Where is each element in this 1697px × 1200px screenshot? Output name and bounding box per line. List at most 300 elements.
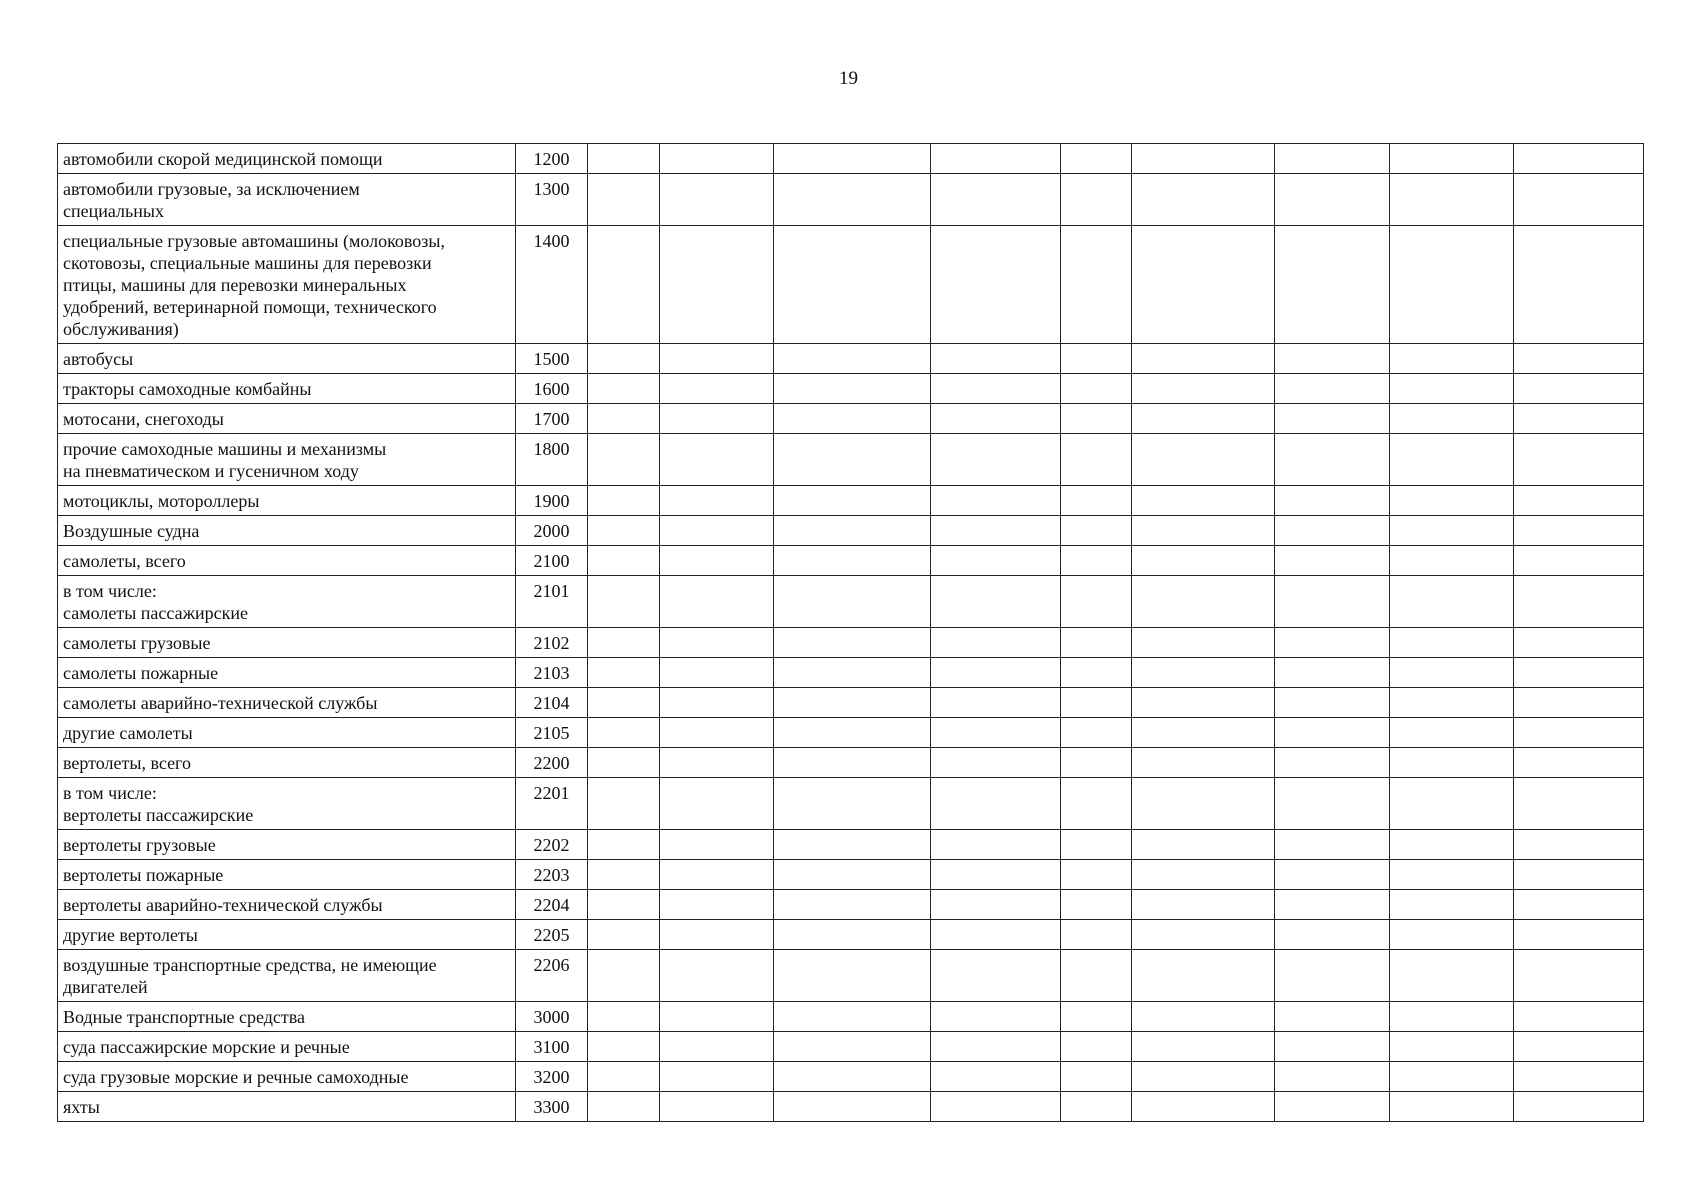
empty-value-cell bbox=[588, 1062, 660, 1092]
empty-value-cell bbox=[774, 374, 931, 404]
table-row bbox=[58, 226, 1644, 344]
empty-value-cell bbox=[588, 890, 660, 920]
empty-value-cell bbox=[931, 890, 1061, 920]
empty-value-cell bbox=[1390, 778, 1514, 830]
empty-value-cell bbox=[660, 890, 774, 920]
empty-value-cell bbox=[588, 1032, 660, 1062]
row-code-cell: 1500 bbox=[516, 344, 588, 374]
empty-value-cell bbox=[1390, 174, 1514, 226]
row-code-cell: 1800 bbox=[516, 434, 588, 486]
empty-value-cell bbox=[774, 174, 931, 226]
table-row bbox=[58, 718, 1644, 748]
row-name-cell: автомобили скорой медицинской помощи bbox=[58, 144, 516, 174]
empty-value-cell bbox=[931, 688, 1061, 718]
empty-value-cell bbox=[660, 950, 774, 1002]
empty-value-cell bbox=[931, 830, 1061, 860]
empty-value-cell bbox=[1390, 1092, 1514, 1122]
empty-value-cell bbox=[931, 950, 1061, 1002]
empty-value-cell bbox=[774, 144, 931, 174]
table-row bbox=[58, 778, 1644, 830]
empty-value-cell bbox=[774, 628, 931, 658]
empty-value-cell bbox=[588, 950, 660, 1002]
row-code-cell: 3300 bbox=[516, 1092, 588, 1122]
empty-value-cell bbox=[931, 546, 1061, 576]
empty-value-cell bbox=[1514, 434, 1644, 486]
empty-value-cell bbox=[660, 576, 774, 628]
empty-value-cell bbox=[660, 1002, 774, 1032]
empty-value-cell bbox=[660, 658, 774, 688]
table-row bbox=[58, 1002, 1644, 1032]
row-name-cell: Воздушные судна bbox=[58, 516, 516, 546]
empty-value-cell bbox=[1514, 778, 1644, 830]
row-code-cell: 2103 bbox=[516, 658, 588, 688]
table-row bbox=[58, 516, 1644, 546]
empty-value-cell bbox=[1132, 516, 1275, 546]
empty-value-cell bbox=[1514, 830, 1644, 860]
empty-value-cell bbox=[1061, 718, 1132, 748]
empty-value-cell bbox=[1514, 144, 1644, 174]
empty-value-cell bbox=[588, 374, 660, 404]
empty-value-cell bbox=[1514, 404, 1644, 434]
empty-value-cell bbox=[588, 920, 660, 950]
empty-value-cell bbox=[1390, 1032, 1514, 1062]
table-row bbox=[58, 950, 1644, 1002]
empty-value-cell bbox=[931, 748, 1061, 778]
row-name-cell: самолеты пожарные bbox=[58, 658, 516, 688]
row-name-cell: в том числе: вертолеты пассажирские bbox=[58, 778, 516, 830]
row-name-cell: прочие самоходные машины и механизмы на пневматическом и гусеничном ходу bbox=[58, 434, 516, 486]
empty-value-cell bbox=[1390, 516, 1514, 546]
empty-value-cell bbox=[588, 546, 660, 576]
empty-value-cell bbox=[931, 226, 1061, 344]
table-body bbox=[58, 144, 1644, 1122]
empty-value-cell bbox=[1061, 1032, 1132, 1062]
empty-value-cell bbox=[588, 778, 660, 830]
empty-value-cell bbox=[774, 576, 931, 628]
row-name-cell: самолеты аварийно-технической службы bbox=[58, 688, 516, 718]
empty-value-cell bbox=[660, 860, 774, 890]
empty-value-cell bbox=[660, 486, 774, 516]
empty-value-cell bbox=[931, 778, 1061, 830]
empty-value-cell bbox=[1275, 830, 1390, 860]
empty-value-cell bbox=[774, 1062, 931, 1092]
row-code-cell: 1300 bbox=[516, 174, 588, 226]
empty-value-cell bbox=[660, 546, 774, 576]
empty-value-cell bbox=[1061, 434, 1132, 486]
empty-value-cell bbox=[774, 404, 931, 434]
empty-value-cell bbox=[1390, 950, 1514, 1002]
empty-value-cell bbox=[1275, 688, 1390, 718]
row-code-cell: 2200 bbox=[516, 748, 588, 778]
empty-value-cell bbox=[1514, 920, 1644, 950]
empty-value-cell bbox=[1390, 628, 1514, 658]
empty-value-cell bbox=[1132, 860, 1275, 890]
empty-value-cell bbox=[1061, 658, 1132, 688]
empty-value-cell bbox=[1275, 658, 1390, 688]
empty-value-cell bbox=[1061, 486, 1132, 516]
table-row bbox=[58, 404, 1644, 434]
empty-value-cell bbox=[588, 688, 660, 718]
empty-value-cell bbox=[1132, 374, 1275, 404]
table-row bbox=[58, 748, 1644, 778]
empty-value-cell bbox=[774, 748, 931, 778]
empty-value-cell bbox=[1061, 1092, 1132, 1122]
empty-value-cell bbox=[774, 226, 931, 344]
empty-value-cell bbox=[774, 778, 931, 830]
empty-value-cell bbox=[1390, 434, 1514, 486]
empty-value-cell bbox=[1061, 374, 1132, 404]
table-row bbox=[58, 546, 1644, 576]
empty-value-cell bbox=[1061, 1002, 1132, 1032]
empty-value-cell bbox=[931, 404, 1061, 434]
empty-value-cell bbox=[588, 860, 660, 890]
table-row bbox=[58, 374, 1644, 404]
empty-value-cell bbox=[660, 174, 774, 226]
empty-value-cell bbox=[774, 1002, 931, 1032]
empty-value-cell bbox=[588, 344, 660, 374]
empty-value-cell bbox=[1132, 1062, 1275, 1092]
empty-value-cell bbox=[774, 688, 931, 718]
row-name-cell: яхты bbox=[58, 1092, 516, 1122]
empty-value-cell bbox=[931, 628, 1061, 658]
empty-value-cell bbox=[1132, 920, 1275, 950]
empty-value-cell bbox=[774, 718, 931, 748]
table-row bbox=[58, 628, 1644, 658]
empty-value-cell bbox=[660, 516, 774, 546]
empty-value-cell bbox=[1390, 226, 1514, 344]
empty-value-cell bbox=[1275, 226, 1390, 344]
empty-value-cell bbox=[1275, 344, 1390, 374]
empty-value-cell bbox=[1390, 1062, 1514, 1092]
empty-value-cell bbox=[1275, 546, 1390, 576]
empty-value-cell bbox=[660, 748, 774, 778]
empty-value-cell bbox=[1390, 1002, 1514, 1032]
table-row bbox=[58, 174, 1644, 226]
table-row bbox=[58, 1092, 1644, 1122]
empty-value-cell bbox=[1275, 404, 1390, 434]
empty-value-cell bbox=[660, 344, 774, 374]
empty-value-cell bbox=[660, 374, 774, 404]
row-name-cell: Водные транспортные средства bbox=[58, 1002, 516, 1032]
empty-value-cell bbox=[1132, 1002, 1275, 1032]
empty-value-cell bbox=[1514, 1032, 1644, 1062]
empty-value-cell bbox=[660, 778, 774, 830]
row-code-cell: 2204 bbox=[516, 890, 588, 920]
empty-value-cell bbox=[1514, 718, 1644, 748]
empty-value-cell bbox=[931, 658, 1061, 688]
empty-value-cell bbox=[931, 516, 1061, 546]
empty-value-cell bbox=[588, 1092, 660, 1122]
empty-value-cell bbox=[1514, 860, 1644, 890]
empty-value-cell bbox=[1132, 830, 1275, 860]
empty-value-cell bbox=[1390, 748, 1514, 778]
empty-value-cell bbox=[660, 434, 774, 486]
row-code-cell: 1600 bbox=[516, 374, 588, 404]
empty-value-cell bbox=[1275, 748, 1390, 778]
row-code-cell: 2000 bbox=[516, 516, 588, 546]
empty-value-cell bbox=[931, 1092, 1061, 1122]
empty-value-cell bbox=[1061, 830, 1132, 860]
empty-value-cell bbox=[1514, 226, 1644, 344]
row-name-cell: суда пассажирские морские и речные bbox=[58, 1032, 516, 1062]
row-name-cell: вертолеты пожарные bbox=[58, 860, 516, 890]
table-row bbox=[58, 860, 1644, 890]
empty-value-cell bbox=[660, 404, 774, 434]
empty-value-cell bbox=[1514, 1092, 1644, 1122]
empty-value-cell bbox=[588, 1002, 660, 1032]
table-row bbox=[58, 830, 1644, 860]
empty-value-cell bbox=[1275, 144, 1390, 174]
empty-value-cell bbox=[931, 920, 1061, 950]
empty-value-cell bbox=[774, 434, 931, 486]
empty-value-cell bbox=[1514, 344, 1644, 374]
empty-value-cell bbox=[931, 144, 1061, 174]
empty-value-cell bbox=[1061, 174, 1132, 226]
empty-value-cell bbox=[1132, 576, 1275, 628]
empty-value-cell bbox=[1390, 658, 1514, 688]
row-code-cell: 2104 bbox=[516, 688, 588, 718]
empty-value-cell bbox=[774, 658, 931, 688]
empty-value-cell bbox=[1132, 404, 1275, 434]
row-code-cell: 1900 bbox=[516, 486, 588, 516]
empty-value-cell bbox=[1514, 516, 1644, 546]
empty-value-cell bbox=[1132, 950, 1275, 1002]
row-name-cell: мотоциклы, мотороллеры bbox=[58, 486, 516, 516]
empty-value-cell bbox=[1132, 344, 1275, 374]
row-code-cell: 2201 bbox=[516, 778, 588, 830]
empty-value-cell bbox=[931, 434, 1061, 486]
empty-value-cell bbox=[1132, 658, 1275, 688]
empty-value-cell bbox=[588, 576, 660, 628]
table-row bbox=[58, 344, 1644, 374]
empty-value-cell bbox=[1061, 950, 1132, 1002]
table-row bbox=[58, 486, 1644, 516]
empty-value-cell bbox=[774, 920, 931, 950]
empty-value-cell bbox=[1061, 404, 1132, 434]
empty-value-cell bbox=[1390, 576, 1514, 628]
empty-value-cell bbox=[1061, 344, 1132, 374]
empty-value-cell bbox=[1275, 860, 1390, 890]
empty-value-cell bbox=[1061, 576, 1132, 628]
empty-value-cell bbox=[1132, 748, 1275, 778]
empty-value-cell bbox=[1390, 546, 1514, 576]
row-code-cell: 2202 bbox=[516, 830, 588, 860]
empty-value-cell bbox=[1390, 718, 1514, 748]
empty-value-cell bbox=[1514, 688, 1644, 718]
empty-value-cell bbox=[1132, 226, 1275, 344]
empty-value-cell bbox=[1275, 1002, 1390, 1032]
empty-value-cell bbox=[1275, 174, 1390, 226]
table-row bbox=[58, 890, 1644, 920]
empty-value-cell bbox=[1390, 404, 1514, 434]
empty-value-cell bbox=[1132, 486, 1275, 516]
empty-value-cell bbox=[774, 860, 931, 890]
empty-value-cell bbox=[1514, 950, 1644, 1002]
empty-value-cell bbox=[660, 1092, 774, 1122]
row-name-cell: в том числе: самолеты пассажирские bbox=[58, 576, 516, 628]
empty-value-cell bbox=[1132, 718, 1275, 748]
empty-value-cell bbox=[588, 486, 660, 516]
empty-value-cell bbox=[774, 1092, 931, 1122]
empty-value-cell bbox=[1061, 890, 1132, 920]
empty-value-cell bbox=[1132, 174, 1275, 226]
empty-value-cell bbox=[1390, 830, 1514, 860]
empty-value-cell bbox=[1390, 920, 1514, 950]
empty-value-cell bbox=[588, 174, 660, 226]
empty-value-cell bbox=[1061, 546, 1132, 576]
empty-value-cell bbox=[588, 628, 660, 658]
table-row bbox=[58, 920, 1644, 950]
row-name-cell: мотосани, снегоходы bbox=[58, 404, 516, 434]
empty-value-cell bbox=[1275, 374, 1390, 404]
empty-value-cell bbox=[931, 1062, 1061, 1092]
table-row bbox=[58, 576, 1644, 628]
empty-value-cell bbox=[774, 546, 931, 576]
vehicle-table bbox=[57, 143, 1644, 1122]
empty-value-cell bbox=[660, 688, 774, 718]
page-number: 19 bbox=[839, 68, 858, 89]
row-name-cell: другие самолеты bbox=[58, 718, 516, 748]
table-row bbox=[58, 658, 1644, 688]
table-row bbox=[58, 434, 1644, 486]
empty-value-cell bbox=[931, 1032, 1061, 1062]
row-code-cell: 1400 bbox=[516, 226, 588, 344]
row-code-cell: 2203 bbox=[516, 860, 588, 890]
empty-value-cell bbox=[1061, 748, 1132, 778]
table-row bbox=[58, 144, 1644, 174]
empty-value-cell bbox=[931, 344, 1061, 374]
empty-value-cell bbox=[1514, 374, 1644, 404]
empty-value-cell bbox=[588, 830, 660, 860]
empty-value-cell bbox=[1514, 628, 1644, 658]
empty-value-cell bbox=[774, 830, 931, 860]
empty-value-cell bbox=[660, 226, 774, 344]
empty-value-cell bbox=[1514, 1062, 1644, 1092]
empty-value-cell bbox=[1275, 576, 1390, 628]
row-name-cell: специальные грузовые автомашины (молоковозы, скотовозы, специальные машины для перевозки птицы, машины для перевозки минеральных удобрений, ветеринарной помощи, технического обслуживания) bbox=[58, 226, 516, 344]
empty-value-cell bbox=[1132, 1092, 1275, 1122]
empty-value-cell bbox=[774, 516, 931, 546]
row-name-cell: автобусы bbox=[58, 344, 516, 374]
empty-value-cell bbox=[774, 1032, 931, 1062]
empty-value-cell bbox=[1390, 374, 1514, 404]
empty-value-cell bbox=[1275, 434, 1390, 486]
row-code-cell: 2205 bbox=[516, 920, 588, 950]
empty-value-cell bbox=[1061, 144, 1132, 174]
empty-value-cell bbox=[1514, 890, 1644, 920]
row-code-cell: 2101 bbox=[516, 576, 588, 628]
table-row bbox=[58, 1062, 1644, 1092]
empty-value-cell bbox=[1390, 344, 1514, 374]
empty-value-cell bbox=[588, 718, 660, 748]
empty-value-cell bbox=[588, 144, 660, 174]
empty-value-cell bbox=[1390, 486, 1514, 516]
row-code-cell: 1700 bbox=[516, 404, 588, 434]
empty-value-cell bbox=[931, 486, 1061, 516]
empty-value-cell bbox=[1061, 226, 1132, 344]
row-name-cell: вертолеты, всего bbox=[58, 748, 516, 778]
empty-value-cell bbox=[1061, 920, 1132, 950]
empty-value-cell bbox=[1275, 486, 1390, 516]
row-code-cell: 2105 bbox=[516, 718, 588, 748]
empty-value-cell bbox=[1061, 688, 1132, 718]
row-code-cell: 2206 bbox=[516, 950, 588, 1002]
empty-value-cell bbox=[1514, 1002, 1644, 1032]
empty-value-cell bbox=[1061, 778, 1132, 830]
empty-value-cell bbox=[588, 658, 660, 688]
empty-value-cell bbox=[1132, 778, 1275, 830]
empty-value-cell bbox=[774, 890, 931, 920]
empty-value-cell bbox=[1132, 688, 1275, 718]
empty-value-cell bbox=[1061, 516, 1132, 546]
empty-value-cell bbox=[660, 920, 774, 950]
row-name-cell: самолеты, всего bbox=[58, 546, 516, 576]
empty-value-cell bbox=[1514, 658, 1644, 688]
empty-value-cell bbox=[931, 174, 1061, 226]
row-code-cell: 1200 bbox=[516, 144, 588, 174]
row-code-cell: 3100 bbox=[516, 1032, 588, 1062]
empty-value-cell bbox=[1132, 434, 1275, 486]
empty-value-cell bbox=[660, 1062, 774, 1092]
empty-value-cell bbox=[1061, 1062, 1132, 1092]
empty-value-cell bbox=[1132, 1032, 1275, 1062]
empty-value-cell bbox=[1275, 628, 1390, 658]
empty-value-cell bbox=[931, 576, 1061, 628]
empty-value-cell bbox=[1390, 688, 1514, 718]
empty-value-cell bbox=[774, 486, 931, 516]
empty-value-cell bbox=[931, 374, 1061, 404]
empty-value-cell bbox=[931, 1002, 1061, 1032]
empty-value-cell bbox=[1390, 860, 1514, 890]
empty-value-cell bbox=[660, 830, 774, 860]
empty-value-cell bbox=[1061, 628, 1132, 658]
empty-value-cell bbox=[588, 434, 660, 486]
empty-value-cell bbox=[1514, 174, 1644, 226]
empty-value-cell bbox=[1275, 950, 1390, 1002]
row-code-cell: 2102 bbox=[516, 628, 588, 658]
empty-value-cell bbox=[1275, 1092, 1390, 1122]
empty-value-cell bbox=[1514, 748, 1644, 778]
empty-value-cell bbox=[931, 860, 1061, 890]
empty-value-cell bbox=[1390, 890, 1514, 920]
empty-value-cell bbox=[588, 226, 660, 344]
empty-value-cell bbox=[660, 144, 774, 174]
empty-value-cell bbox=[1275, 718, 1390, 748]
row-name-cell: воздушные транспортные средства, не имеющие двигателей bbox=[58, 950, 516, 1002]
row-name-cell: автомобили грузовые, за исключением специальных bbox=[58, 174, 516, 226]
empty-value-cell bbox=[1514, 546, 1644, 576]
empty-value-cell bbox=[660, 1032, 774, 1062]
row-name-cell: самолеты грузовые bbox=[58, 628, 516, 658]
row-name-cell: тракторы самоходные комбайны bbox=[58, 374, 516, 404]
row-name-cell: суда грузовые морские и речные самоходные bbox=[58, 1062, 516, 1092]
row-name-cell: вертолеты грузовые bbox=[58, 830, 516, 860]
empty-value-cell bbox=[1275, 890, 1390, 920]
empty-value-cell bbox=[588, 748, 660, 778]
empty-value-cell bbox=[588, 404, 660, 434]
empty-value-cell bbox=[1275, 1032, 1390, 1062]
row-name-cell: вертолеты аварийно-технической службы bbox=[58, 890, 516, 920]
empty-value-cell bbox=[1514, 486, 1644, 516]
empty-value-cell bbox=[1132, 628, 1275, 658]
empty-value-cell bbox=[588, 516, 660, 546]
empty-value-cell bbox=[774, 950, 931, 1002]
empty-value-cell bbox=[1132, 546, 1275, 576]
empty-value-cell bbox=[1390, 144, 1514, 174]
empty-value-cell bbox=[1275, 516, 1390, 546]
row-name-cell: другие вертолеты bbox=[58, 920, 516, 950]
row-code-cell: 3200 bbox=[516, 1062, 588, 1092]
